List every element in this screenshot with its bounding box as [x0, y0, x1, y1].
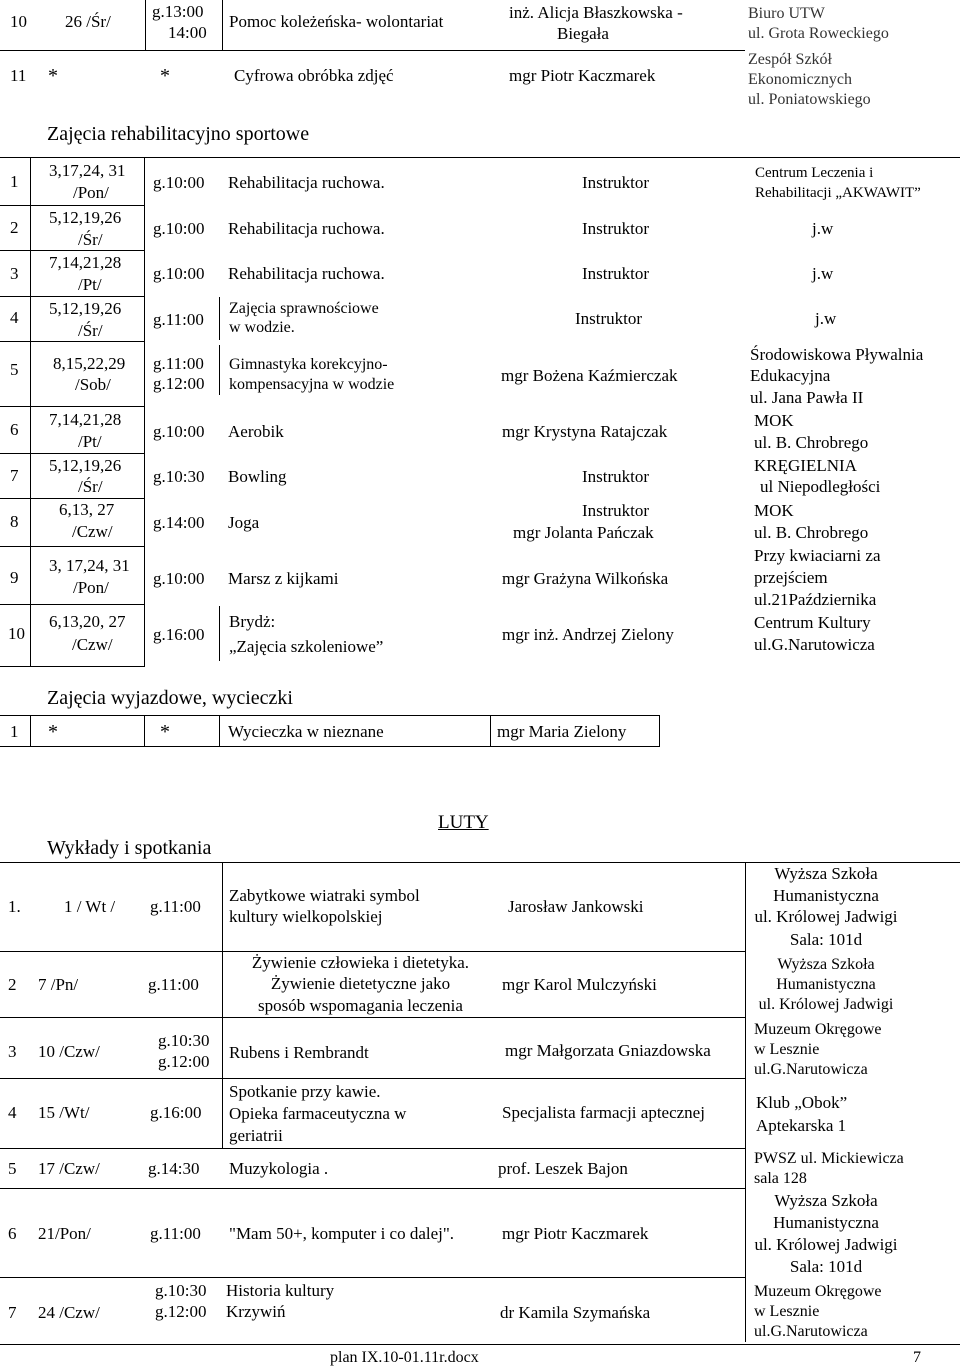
row-place: ul. Jana Pawła II: [750, 388, 864, 407]
row-title: Aerobik: [228, 422, 284, 441]
row-title: Joga: [228, 513, 260, 532]
row-place: Rehabilitacji „AKWAWIT”: [755, 185, 921, 201]
row-lead: mgr Krystyna Ratajczak: [502, 422, 668, 441]
row-place: j.w: [812, 219, 834, 238]
row-place: Humanistyczna: [773, 1213, 879, 1232]
section-heading: Zajęcia rehabilitacyjno sportowe: [47, 123, 310, 145]
row-days: 5,12,19,26: [49, 208, 122, 227]
row-time: g.10:00: [153, 264, 205, 283]
star-icon: *: [48, 65, 58, 87]
row-number: 3: [10, 264, 19, 283]
row-days: /Sob/: [75, 375, 111, 394]
row-place: Zespół Szkół: [748, 51, 832, 68]
row-place: Edukacyjna: [750, 366, 831, 385]
row-title: w wodzie.: [229, 319, 295, 336]
row-title: Zabytkowe wiatraki symbol: [229, 886, 420, 905]
row-title: Krzywiń: [226, 1302, 286, 1321]
row-place: ul Niepodległości: [760, 477, 881, 496]
row-days: /Śr/: [78, 230, 103, 249]
row-title: geriatrii: [229, 1126, 283, 1145]
row-number: 7: [8, 1303, 17, 1322]
row-place: ul. Królowej Jadwigi: [754, 907, 898, 926]
row-place: Środowiskowa Pływalnia: [750, 345, 924, 364]
row-number: 5: [8, 1159, 17, 1178]
row-place: Sala: 101d: [789, 1257, 863, 1276]
row-lead: mgr Piotr Kaczmarek: [509, 66, 656, 85]
row-title: Zajęcia sprawnościowe: [229, 300, 379, 317]
star-icon: *: [160, 65, 170, 87]
row-title: kompensacyjna w wodzie: [229, 376, 395, 393]
row-title: Wycieczka w nieznane: [228, 722, 384, 741]
row-days: /Czw/: [72, 522, 113, 541]
row-lead: mgr Karol Mulczyński: [502, 975, 657, 994]
row-days: 5,12,19,26: [49, 456, 122, 475]
row-number: 11: [10, 66, 27, 85]
row-lead: dr Kamila Szymańska: [500, 1303, 651, 1322]
row-place: ul. B. Chrobrego: [754, 523, 869, 542]
row-days: /Śr/: [78, 477, 103, 496]
section-heading: Zajęcia wyjazdowe, wycieczki: [47, 687, 293, 709]
row-title: Opieka farmaceutyczna w: [229, 1104, 407, 1123]
row-place: Wyższa Szkoła: [774, 864, 878, 883]
row-time: g.11:00: [148, 975, 199, 994]
row-title: "Mam 50+, komputer i co dalej".: [229, 1224, 455, 1243]
row-time: g.10:00: [153, 422, 205, 441]
row-number: 5: [10, 360, 19, 379]
row-place: Centrum Kultury: [754, 613, 871, 632]
row-place: PWSZ ul. Mickiewicza: [754, 1150, 904, 1167]
row-lead: mgr Piotr Kaczmarek: [502, 1224, 649, 1243]
row-title: kultury wielkopolskiej: [229, 907, 383, 926]
row-day: 17 /Czw/: [38, 1159, 100, 1178]
row-lead: Instruktor: [582, 467, 650, 486]
row-place: ul. Poniatowskiego: [748, 91, 871, 108]
row-title: Marsz z kijkami: [228, 569, 339, 588]
row-days: 8,15,22,29: [53, 354, 126, 373]
row-title: Żywienie człowieka i dietetyka.: [251, 953, 470, 972]
row-days: 6,13, 27: [59, 500, 115, 519]
star-icon: *: [160, 721, 170, 743]
row-days: 6,13,20, 27: [49, 612, 126, 631]
row-lead: Instruktor: [582, 264, 650, 283]
row-lead: mgr Grażyna Wilkońska: [502, 569, 669, 588]
row-days: /Pon/: [73, 183, 109, 202]
row-place: ul. Królowej Jadwigi: [758, 996, 894, 1013]
row-days: /Śr/: [78, 321, 103, 340]
row-place: ul. Grota Roweckiego: [748, 25, 889, 42]
row-days: 7,14,21,28: [49, 253, 122, 272]
row-time: g.10:30: [155, 1281, 207, 1300]
row-day: 24 /Czw/: [38, 1303, 100, 1322]
row-lead: Instruktor: [582, 173, 650, 192]
page-number: 7: [913, 1349, 921, 1366]
row-time: g.10:00: [153, 173, 205, 192]
row-number: 10: [8, 624, 25, 643]
row-days: 7,14,21,28: [49, 410, 122, 429]
row-place: Klub „Obok”: [756, 1093, 848, 1112]
row-place: Wyższa Szkoła: [777, 956, 875, 973]
row-place: Wyższa Szkoła: [774, 1191, 878, 1210]
row-time: 14:00: [168, 23, 207, 42]
row-title: Historia kultury: [226, 1281, 335, 1300]
row-day: 10 /Czw/: [38, 1042, 100, 1061]
row-place: Muzeum Okręgowe: [754, 1283, 882, 1300]
row-number: 1.: [8, 897, 21, 916]
row-lead: Instruktor: [582, 501, 650, 520]
row-place: MOK: [754, 411, 794, 430]
row-title: Cyfrowa obróbka zdjęć: [234, 66, 394, 85]
row-place: Sala: 101d: [789, 930, 863, 949]
row-place: ul.21Października: [754, 590, 877, 609]
row-time: g.14:30: [148, 1159, 200, 1178]
row-place: przejściem: [754, 568, 828, 587]
row-lead: Jarosław Jankowski: [508, 897, 644, 916]
row-title: „Zajęcia szkoleniowe”: [229, 637, 384, 656]
row-title: Rubens i Rembrandt: [229, 1043, 369, 1062]
row-time: g.12:00: [155, 1302, 207, 1321]
row-time: g.10:00: [153, 569, 205, 588]
row-lead: prof. Leszek Bajon: [498, 1159, 628, 1178]
row-days: 3, 17,24, 31: [49, 556, 130, 575]
row-place: ul.G.Narutowicza: [754, 635, 875, 654]
row-time: g.11:00: [153, 310, 204, 329]
row-time: g.13:00: [152, 2, 204, 21]
row-lead: Biegała: [557, 24, 609, 43]
row-day: 1 / Wt /: [64, 897, 116, 916]
row-place: Humanistyczna: [776, 976, 876, 993]
row-title: Bowling: [228, 467, 287, 486]
row-days: /Pt/: [78, 432, 102, 451]
row-lead: Instruktor: [575, 309, 643, 328]
row-place: j.w: [815, 309, 837, 328]
row-number: 3: [8, 1042, 17, 1061]
row-days: /Pon/: [73, 578, 109, 597]
month-heading: LUTY: [438, 812, 489, 833]
row-place: MOK: [754, 501, 794, 520]
row-lead: mgr Bożena Kaźmierczak: [501, 366, 678, 385]
row-days: /Pt/: [78, 275, 102, 294]
row-place: ul. Królowej Jadwigi: [754, 1235, 898, 1254]
row-place: Centrum Leczenia i: [755, 165, 874, 181]
footer-filename: plan IX.10-01.11r.docx: [330, 1349, 479, 1366]
row-title: Rehabilitacja ruchowa.: [228, 219, 385, 238]
row-title: Rehabilitacja ruchowa.: [228, 264, 385, 283]
row-day: 21/Pon/: [38, 1224, 91, 1243]
row-lead: mgr Małgorzata Gniazdowska: [505, 1041, 711, 1060]
row-time: g.10:00: [153, 219, 205, 238]
row-number: 7: [10, 466, 19, 485]
row-number: 10: [10, 12, 27, 31]
row-lead: mgr Maria Zielony: [497, 722, 627, 741]
row-title: Brydż:: [229, 612, 276, 631]
row-lead: Specjalista farmacji aptecznej: [502, 1103, 705, 1122]
row-time: g.11:00: [150, 1224, 201, 1243]
row-lead: mgr Jolanta Pańczak: [513, 523, 654, 542]
row-number: 6: [10, 420, 19, 439]
row-time: g.16:00: [150, 1103, 202, 1122]
row-number: 4: [10, 308, 19, 327]
row-days: /Czw/: [72, 635, 113, 654]
row-place: ul.G.Narutowicza: [754, 1061, 868, 1078]
star-icon: *: [48, 721, 58, 743]
row-number: 6: [8, 1224, 17, 1243]
row-place: sala 128: [754, 1170, 807, 1187]
row-day: 7 /Pn/: [38, 975, 79, 994]
row-number: 8: [10, 512, 19, 531]
row-place: Muzeum Okręgowe: [754, 1021, 882, 1038]
row-lead: inż. Alicja Błaszkowska -: [509, 3, 683, 22]
row-lead: Instruktor: [582, 219, 650, 238]
row-number: 2: [10, 218, 19, 237]
row-place: w Lesznie: [754, 1041, 820, 1058]
row-time: g.11:00: [150, 897, 201, 916]
row-place: Przy kwiaciarni za: [754, 546, 881, 565]
row-day: 15 /Wt/: [38, 1103, 90, 1122]
row-title: sposób wspomagania leczenia: [258, 996, 463, 1015]
row-lead: mgr inż. Andrzej Zielony: [502, 625, 674, 644]
row-day: 26 /Śr/: [65, 12, 111, 31]
row-days: 3,17,24, 31: [49, 161, 126, 180]
row-time: g.12:00: [153, 374, 205, 393]
row-title: Gimnastyka korekcyjno-: [229, 356, 388, 373]
row-number: 4: [8, 1103, 17, 1122]
row-place: w Lesznie: [754, 1303, 820, 1320]
row-time: g.16:00: [153, 625, 205, 644]
row-title: Żywienie dietetyczne jako: [270, 974, 451, 993]
row-title: Pomoc koleżeńska- wolontariat: [229, 12, 444, 31]
row-time: g.11:00: [153, 354, 204, 373]
row-time: g.10:30: [153, 467, 205, 486]
row-title: Rehabilitacja ruchowa.: [228, 173, 385, 192]
row-place: Biuro UTW: [748, 5, 825, 22]
row-place: ul.G.Narutowicza: [754, 1323, 868, 1340]
row-title: Muzykologia .: [229, 1159, 329, 1178]
row-place: j.w: [812, 264, 834, 283]
row-title: Spotkanie przy kawie.: [229, 1082, 381, 1101]
row-place: KRĘGIELNIA: [754, 456, 857, 475]
row-number: 1: [10, 722, 19, 741]
row-days: 5,12,19,26: [49, 299, 122, 318]
row-place: Ekonomicznych: [748, 71, 852, 88]
row-time: g.12:00: [158, 1052, 210, 1071]
row-number: 9: [10, 568, 19, 587]
row-place: Aptekarska 1: [756, 1116, 847, 1135]
row-place: Humanistyczna: [773, 886, 879, 905]
row-time: g.10:30: [158, 1031, 210, 1050]
row-number: 2: [8, 975, 17, 994]
row-place: ul. B. Chrobrego: [754, 433, 869, 452]
section-heading: Wykłady i spotkania: [47, 837, 212, 859]
row-time: g.14:00: [153, 513, 205, 532]
row-number: 1: [10, 172, 19, 191]
